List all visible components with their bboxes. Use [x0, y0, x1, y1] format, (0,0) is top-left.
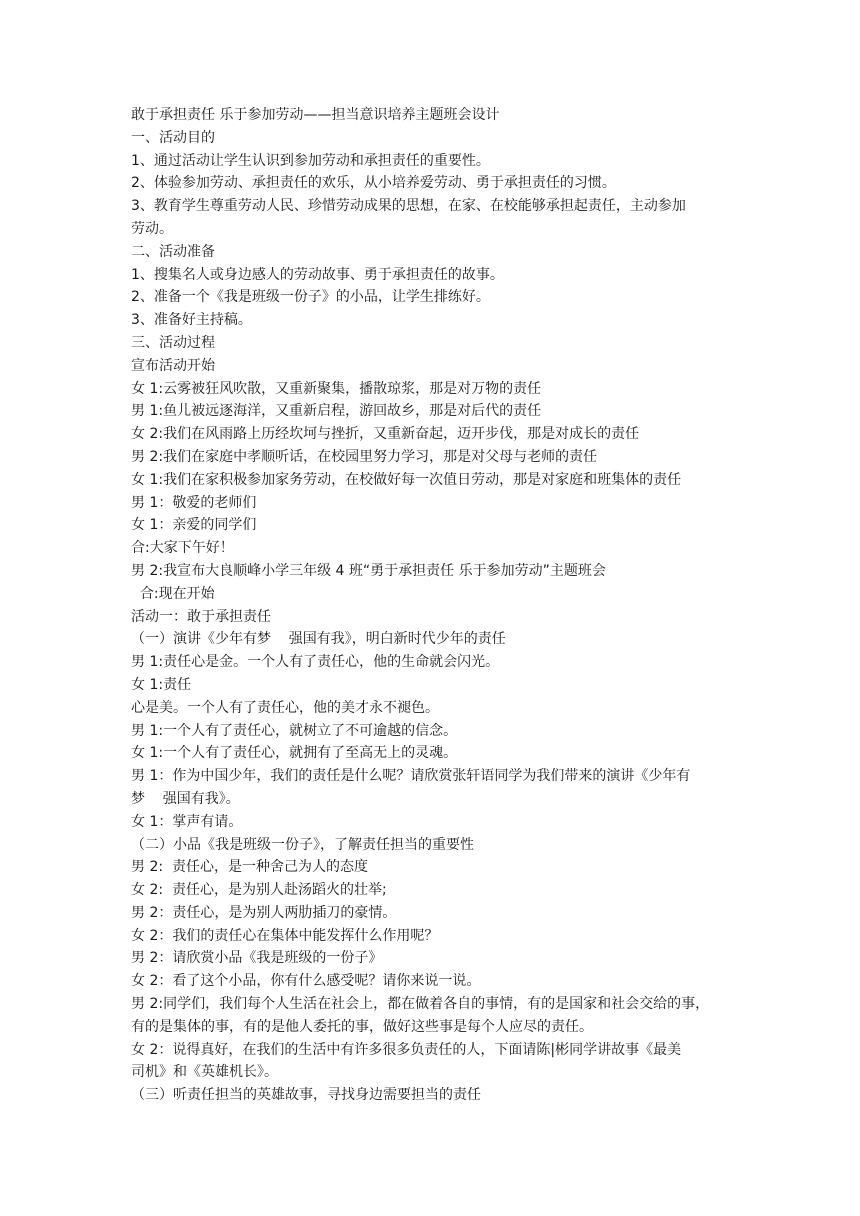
- dialogue-line: 女 2：看了这个小品，你有什么感受呢？请你来说一说。: [131, 973, 481, 990]
- dialogue-line: 梦 强国有我》。: [131, 790, 240, 807]
- document-title: 敢于承担责任 乐于参加劳动——担当意识培养主题班会设计: [131, 107, 500, 123]
- dialogue-line: 女 2: 责任心，是为别人赴汤蹈火的壮举;: [131, 882, 387, 899]
- paragraph-line: 1、搜集名人或身边感人的劳动故事、勇于承担责任的故事。: [131, 266, 504, 283]
- dialogue-line: 女 1:云雾被狂风吹散，又重新聚集，播散琼浆，那是对万物的责任: [131, 380, 542, 397]
- subsection-heading: （一）演讲《少年有梦 强国有我》，明白新时代少年的责任: [131, 631, 506, 648]
- paragraph-line: 3、教育学生尊重劳动人民、珍惜劳动成果的思想，在家、在校能够承担起责任，主动参加: [131, 198, 686, 215]
- dialogue-line: 男 2:同学们，我们每个人生活在社会上，都在做着各自的事情，有的是国家和社会交给的事，: [131, 996, 710, 1013]
- subsection-heading: （二）小品《我是班级一份子》，了解责任担当的重要性: [131, 836, 474, 853]
- dialogue-line: 女 1:我们在家积极参加家务劳动，在校做好每一次值日劳动，那是对家庭和班集体的责任: [131, 471, 682, 488]
- activity-heading: 活动一：敢于承担责任: [131, 608, 271, 625]
- paragraph-line: 宣布活动开始: [131, 357, 215, 374]
- paragraph-line: 3、准备好主持稿。: [131, 312, 252, 329]
- dialogue-line: 男 2:我们在家庭中孝顺听话，在校园里努力学习，那是对父母与老师的责任: [131, 448, 598, 465]
- dialogue-line: 合:现在开始: [131, 585, 215, 602]
- dialogue-line: 有的是集体的事，有的是他人委托的事，做好这些事是每个人应尽的责任。: [131, 1018, 593, 1035]
- dialogue-line: 女 1:责任: [131, 676, 192, 693]
- dialogue-line: 男 1:责任心是金。一个人有了责任心，他的生命就会闪光。: [131, 654, 500, 671]
- section-heading-purpose: 一、活动目的: [131, 129, 215, 146]
- dialogue-line: 男 1：作为中国少年，我们的责任是什么呢？请欣赏张轩语同学为我们带来的演讲《少年有: [131, 768, 691, 785]
- document-body: [131, 104, 737, 1107]
- dialogue-line: 男 1:鱼儿被远逐海洋，又重新启程，游回故乡，那是对后代的责任: [131, 403, 542, 420]
- dialogue-line: 合:大家下午好！: [131, 540, 234, 557]
- paragraph-line: 2、准备一个《我是班级一份子》的小品，让学生排练好。: [131, 289, 490, 306]
- subsection-heading: （三）听责任担当的英雄故事，寻找身边需要担当的责任: [131, 1087, 481, 1104]
- dialogue-line: 男 2：责任心，是为别人两肋插刀的豪情。: [131, 904, 397, 921]
- dialogue-line: 女 2：我们的责任心在集体中能发挥什么作用呢？: [131, 927, 439, 944]
- dialogue-line: 男 2: 责任心，是一种舍己为人的态度: [131, 859, 368, 876]
- dialogue-line: 女 2:我们在风雨路上历经坎坷与挫折，又重新奋起，迈开步伐，那是对成长的责任: [131, 426, 640, 443]
- dialogue-line: 女 2：说得真好，在我们的生活中有许多很多负责任的人，下面请陈|彬同学讲故事《最美: [131, 1041, 682, 1058]
- paragraph-line: 1、通过活动让学生认识到参加劳动和承担责任的重要性。: [131, 152, 490, 169]
- dialogue-line: 女 1:一个人有了责任心，就拥有了至高无上的灵魂。: [131, 745, 458, 762]
- dialogue-line: 男 2：请欣赏小品《我是班级的一份子》: [131, 950, 383, 967]
- dialogue-line: 心是美。一个人有了责任心，他的美才永不褪色。: [131, 699, 439, 716]
- dialogue-line: 男 1:一个人有了责任心，就树立了不可逾越的信念。: [131, 722, 458, 739]
- dialogue-line: 男 2:我宣布大良顺峰小学三年级 4 班“勇于承担责任 乐于参加劳动”主题班会: [131, 562, 606, 579]
- dialogue-line: 男 1：敬爱的老师们: [131, 494, 257, 511]
- dialogue-line: 司机》和《英雄机长》。: [131, 1064, 278, 1081]
- dialogue-line: 女 1：掌声有请。: [131, 813, 243, 830]
- section-heading-process: 三、活动过程: [131, 334, 215, 351]
- section-heading-preparation: 二、活动准备: [131, 243, 215, 260]
- dialogue-line: 女 1：亲爱的同学们: [131, 517, 257, 534]
- paragraph-line: 2、体验参加劳动、承担责任的欢乐，从小培养爱劳动、勇于承担责任的习惯。: [131, 175, 616, 192]
- paragraph-line: 劳动。: [131, 220, 173, 237]
